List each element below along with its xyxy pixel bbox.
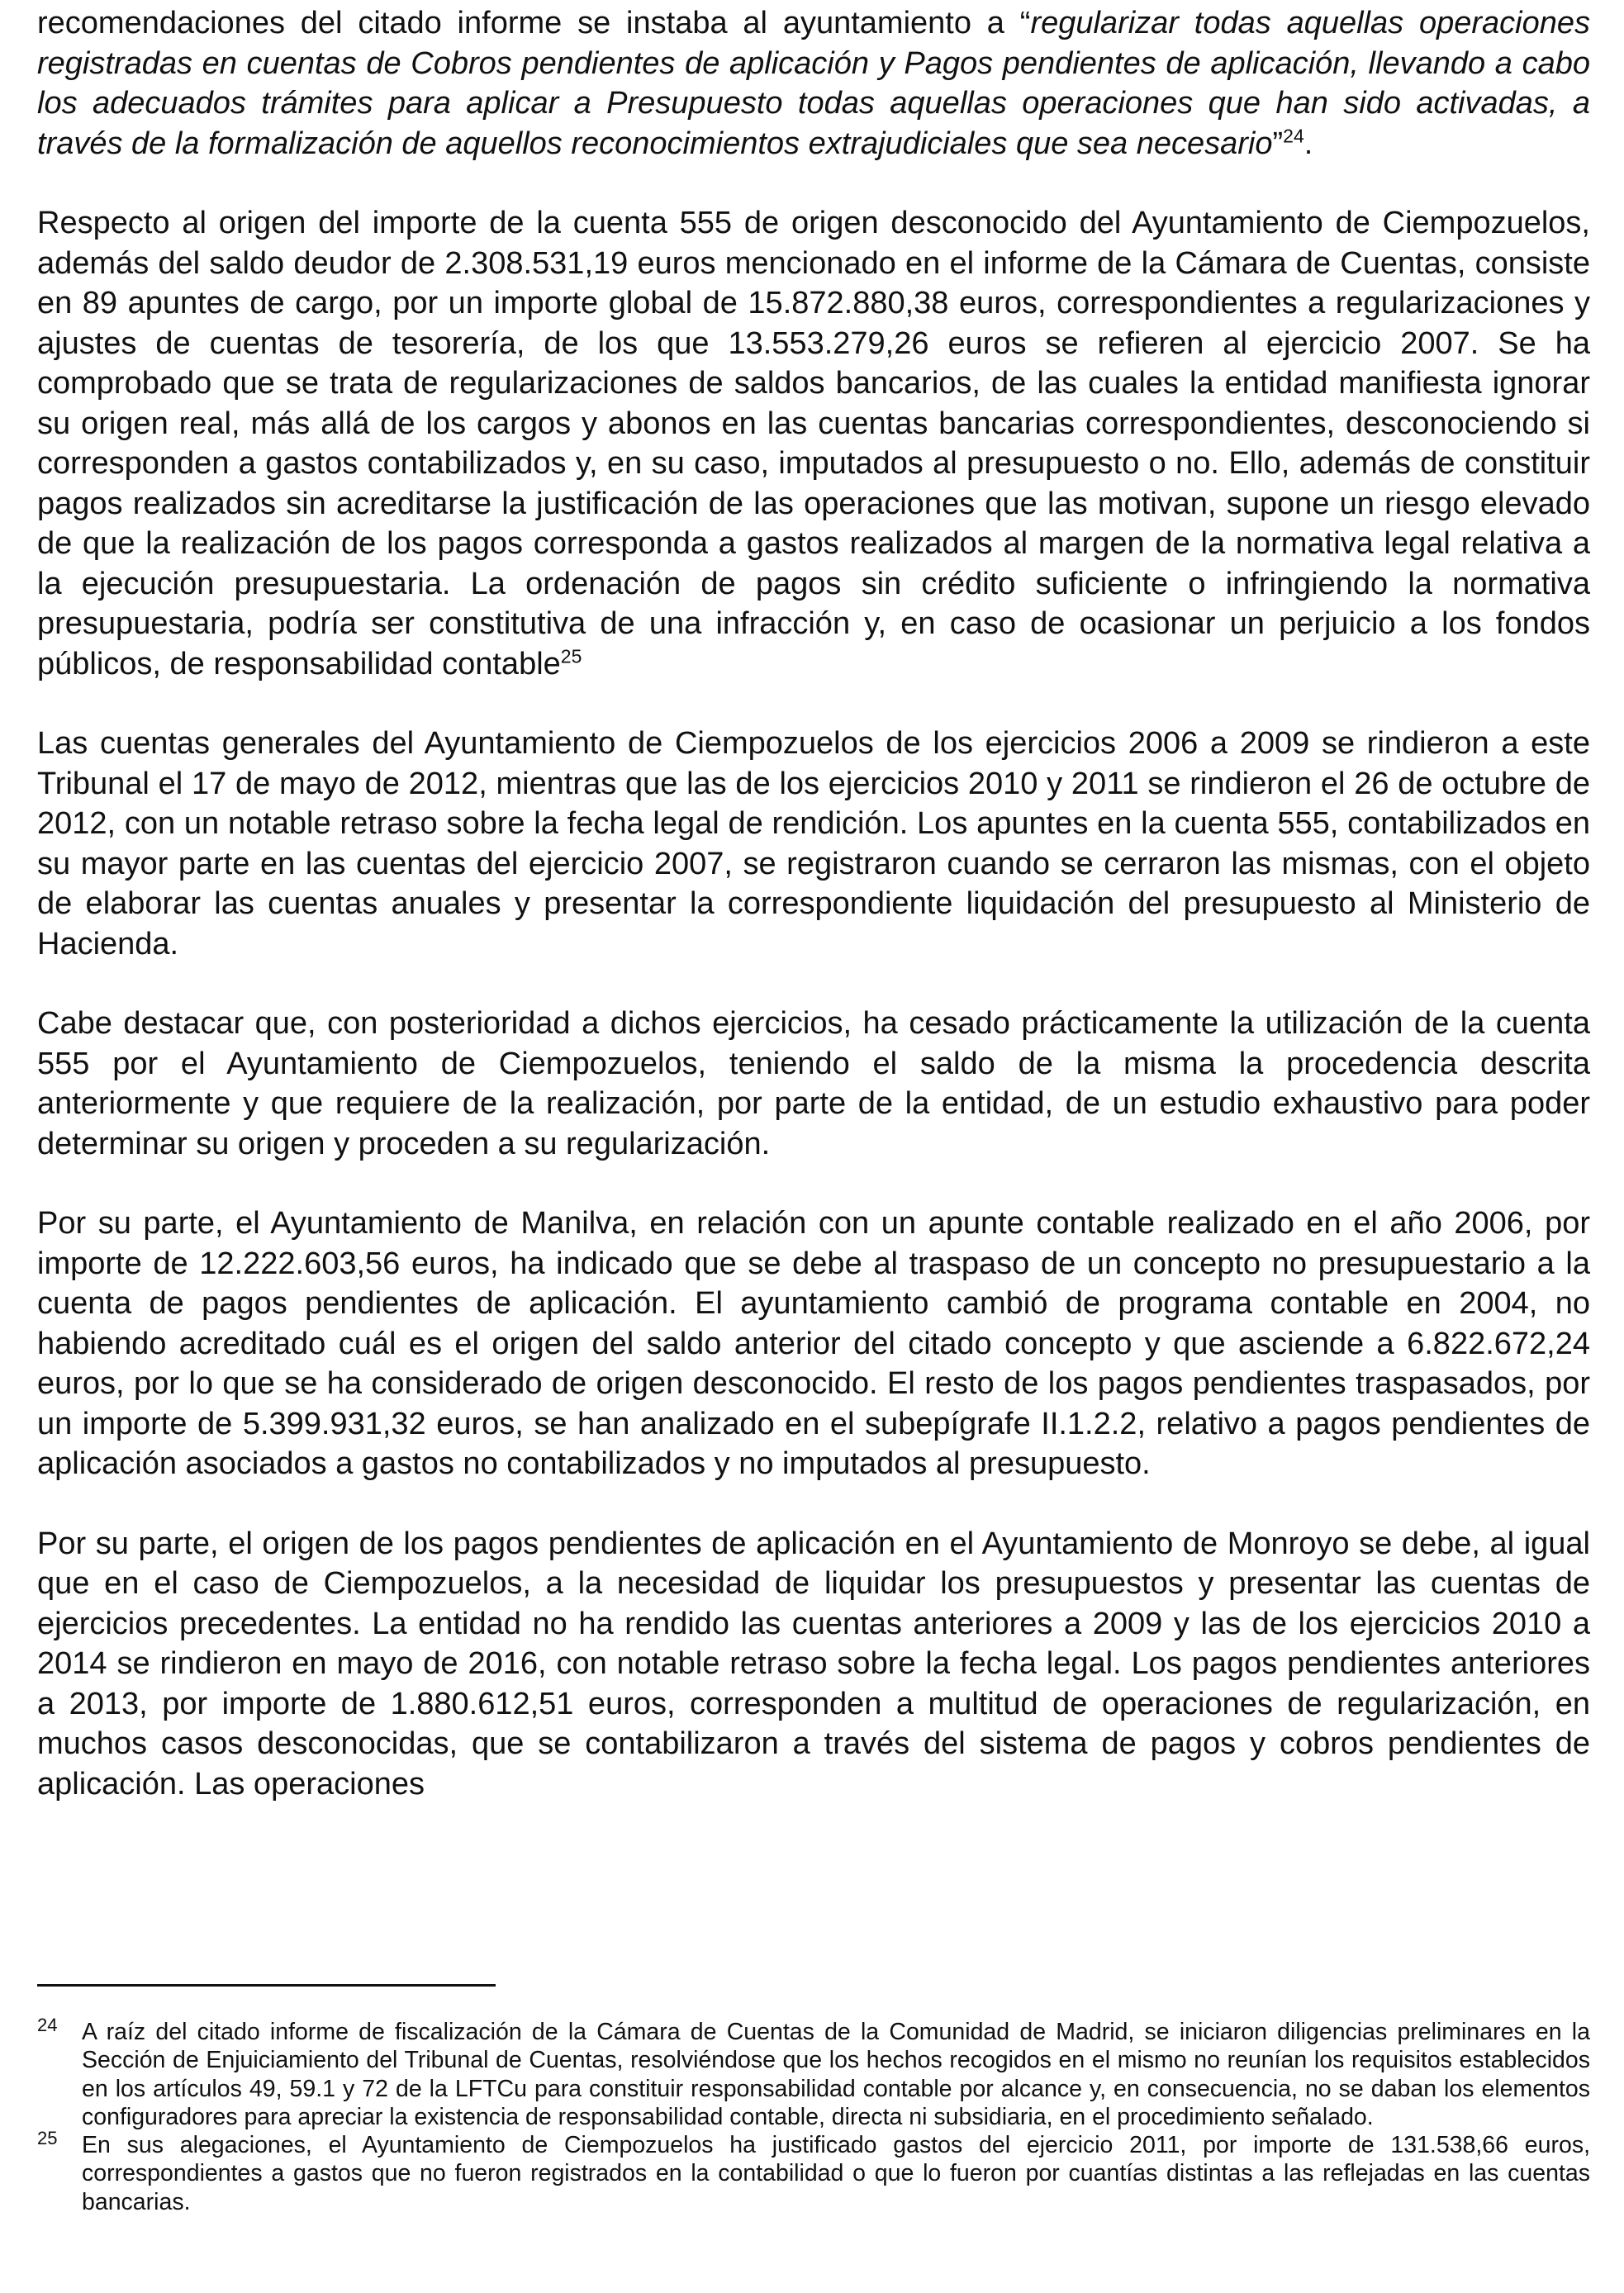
footnote-ref-24[interactable]: 24 (1283, 124, 1304, 146)
footnote-number: 24 (37, 2015, 58, 2035)
paragraph-1-quote-close: ” (1272, 126, 1284, 161)
paragraph-1-lead: recomendaciones del citado informe se instaba al ayuntamiento a “ (37, 6, 1031, 40)
paragraph-2 (37, 203, 1590, 684)
paragraph-5: Por su parte, el Ayuntamiento de Manilva, en relación con un apunte contable realizado en el año 2006, por importe de 12.222.603,56 euros, ha indicado que se debe al traspaso de un concepto no presupuestario a la cuenta de pagos pendientes de aplicación. El ayuntamiento cambió de programa contable en 2004, no habiendo acreditado cuál es el origen del saldo anterior del citado concepto y que asciende a 6.822.672,24 euros, por lo que se ha considerado de origen desconocido. El resto de los pagos pendientes traspasados, por un importe de 5.399.931,32 euros, se han analizado en el subepígrafe II.1.2.2, relativo a pagos pendientes de aplicación asociados a gastos no contabilizados y no imputados al presupuesto. (37, 1206, 1590, 1481)
footnote-text: A raíz del citado informe de fiscalización de la Cámara de Cuentas de la Comunidad de Madrid, se iniciaron diligencias preliminares en la Sección de Enjuiciamiento del Tribunal de Cuentas, resolviéndose que los hechos recogidos en el mismo no reunían los requisitos establecidos en los artículos 49, 59.1 y 72 de la LFTCu para constituir responsabilidad contable por alcance y, en consecuencia, no se daban los elementos configuradores para apreciar la existencia de responsabilidad contable, directa ni subsidiaria, en el procedimiento señalado. (82, 2019, 1590, 2130)
footnote-number: 25 (37, 2128, 58, 2149)
footnote-25 (37, 2128, 1590, 2216)
footnote-24 (37, 2015, 1590, 2131)
paragraph-1-tail: . (1303, 126, 1313, 161)
paragraph-1 (37, 3, 1590, 164)
paragraph-4: Cabe destacar que, con posterioridad a dichos ejercicios, ha cesado prácticamente la utilización de la cuenta 555 por el Ayuntamiento de Ciempozuelos, teniendo el saldo de la misma la procedencia descrita anteriormente y que requiere de la realización, por parte de la entidad, de un estudio exhaustivo para poder determinar su origen y proceden a su regularización. (37, 1006, 1590, 1161)
document-body (37, 3, 1590, 1844)
footnotes (37, 2015, 1590, 2216)
footnote-text: En sus alegaciones, el Ayuntamiento de Ciempozuelos ha justificado gastos del ejercicio 2011, por importe de 131.538,66 euros, correspondientes a gastos que no fueron registrados en la contabilidad o que lo fueron por cuantías distintas a las reflejadas en las cuentas bancarias. (82, 2132, 1590, 2215)
paragraph-2-text: Respecto al origen del importe de la cuenta 555 de origen desconocido del Ayuntamiento de Ciempozuelos, además del saldo deudor de 2.308.531,19 euros mencionado en el informe de la Cámara de Cuentas, consiste en 89 apuntes de cargo, por un importe global de 15.872.880,38 euros, correspondientes a regularizaciones y ajustes de cuentas de tesorería, de los que 13.553.279,26 euros se refieren al ejercicio 2007. Se ha comprobado que se trata de regularizaciones de saldos bancarios, de las cuales la entidad manifiesta ignorar su origen real, más allá de los cargos y abonos en las cuentas bancarias correspondientes, desconociendo si corresponden a gastos contabilizados y, en su caso, imputados al presupuesto o no. Ello, además de constituir pagos realizados sin acreditarse la justificación de las operaciones que las motivan, supone un riesgo elevado de que la realización de los pagos corresponda a gastos realizados al margen de la normativa legal relativa a la ejecución presupuestaria. La ordenación de pagos sin crédito suficiente o infringiendo la normativa presupuestaria, podría ser constitutiva de una infracción y, en caso de ocasionar un perjuicio a los fondos públicos, de responsabilidad contable (37, 206, 1590, 681)
footnote-ref-25[interactable]: 25 (560, 644, 582, 667)
paragraph-6: Por su parte, el origen de los pagos pendientes de aplicación en el Ayuntamiento de Monroyo se debe, al igual que en el caso de Ciempozuelos, a la necesidad de liquidar los presupuestos y presentar las cuentas de ejercicios precedentes. La entidad no ha rendido las cuentas anteriores a 2009 y las de los ejercicios 2010 a 2014 se rindieron en mayo de 2016, con notable retraso sobre la fecha legal. Los pagos pendientes anteriores a 2013, por importe de 1.880.612,51 euros, corresponden a multitud de operaciones de regularización, en muchos casos desconocidas, que se contabilizaron a través del sistema de pagos y cobros pendientes de aplicación. Las operaciones (37, 1526, 1590, 1802)
footnote-separator (37, 1984, 496, 1987)
paragraph-3: Las cuentas generales del Ayuntamiento de Ciempozuelos de los ejercicios 2006 a 2009 se rindieron a este Tribunal el 17 de mayo de 2012, mientras que las de los ejercicios 2010 y 2011 se rindieron el 26 de octubre de 2012, con un notable retraso sobre la fecha legal de rendición. Los apuntes en la cuenta 555, contabilizados en su mayor parte en las cuentas del ejercicio 2007, se registraron cuando se cerraron las mismas, con el objeto de elaborar las cuentas anuales y presentar la correspondiente liquidación del presupuesto al Ministerio de Hacienda. (37, 726, 1590, 961)
paragraph-1-quote: regularizar todas aquellas operaciones registradas en cuentas de Cobros pendientes de aplicación y Pagos pendientes de aplicación, llevando a cabo los adecuados trámites para aplicar a Presupuesto todas aquellas operaciones que han sido activadas, a través de la formalización de aquellos reconocimientos extrajudiciales que sea necesario (37, 6, 1590, 161)
